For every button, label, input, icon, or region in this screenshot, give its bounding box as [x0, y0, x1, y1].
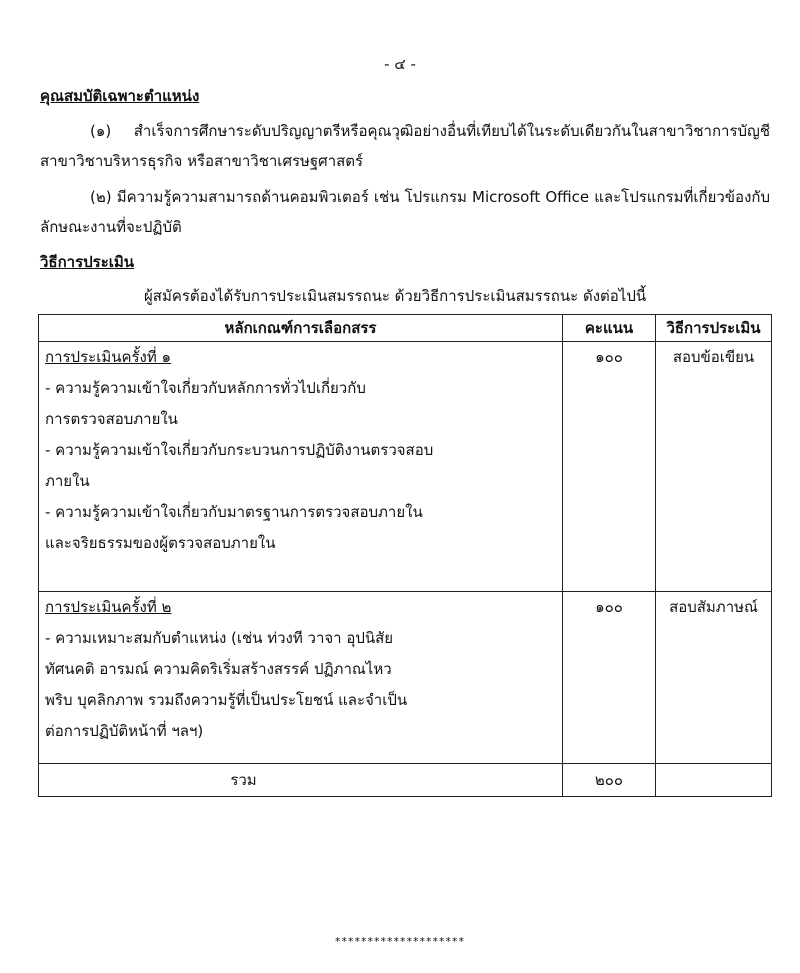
assessment-intro: ผู้สมัครต้องได้รับการประเมินสมรรถนะ ด้วยวิธีการประเมินสมรรถนะ ดังต่อไปนี้ [144, 287, 647, 305]
criteria-line: การตรวจสอบภายใน [45, 410, 178, 428]
method-cell: สอบข้อเขียน [656, 342, 772, 592]
criteria-line: พริบ บุคลิกภาพ รวมถึงความรู้ที่เป็นประโยชน์ และจำเป็น [45, 691, 408, 709]
table-row [39, 592, 772, 764]
method-cell: สอบสัมภาษณ์ [656, 592, 772, 764]
criteria-line: ต่อการปฏิบัติหน้าที่ ฯลฯ) [45, 722, 204, 740]
score-cell: ๑๐๐ [563, 592, 656, 764]
criteria-line: - ความรู้ความเข้าใจเกี่ยวกับหลักการทั่วไปเกี่ยวกับ [45, 379, 366, 397]
criteria-line: - ความรู้ความเข้าใจเกี่ยวกับกระบวนการปฏิบัติงานตรวจสอบ [45, 441, 434, 459]
table-total-row [39, 764, 772, 797]
qualification-item-2-text: (๒) มีความรู้ความสามารถด้านคอมพิวเตอร์ เช่น โปรแกรม Microsoft Office และโปรแกรมที่เกี่ยวข้องกับลักษณะงานที่จะปฏิบัติ [40, 188, 770, 236]
score-cell: ๑๐๐ [563, 342, 656, 592]
criteria-line: - ความเหมาะสมกับตำแหน่ง (เช่น ท่วงที วาจา อุปนิสัย [45, 629, 394, 647]
round-title: การประเมินครั้งที่ ๑ [45, 348, 172, 366]
round-title: การประเมินครั้งที่ ๒ [45, 598, 172, 616]
qualification-item-1-text: (๑) สำเร็จการศึกษาระดับปริญญาตรีหรือคุณวุฒิอย่างอื่นที่เทียบได้ในระดับเดียวกันในสาขาวิชาการบัญชี สาขาวิชาบริหารธุรกิจ หรือสาขาวิชาเศรษฐศาสตร์ [40, 122, 770, 170]
qualification-item-2 [40, 182, 770, 242]
assessment-table [38, 314, 772, 797]
total-label: รวม [39, 764, 563, 797]
criteria-line: และจริยธรรมของผู้ตรวจสอบภายใน [45, 534, 276, 552]
criteria-line: ภายใน [45, 472, 90, 490]
table-row [39, 342, 772, 592]
header-criteria: หลักเกณฑ์การเลือกสรร [39, 315, 563, 342]
qualification-item-1 [40, 116, 770, 176]
criteria-cell [39, 592, 563, 764]
total-method [656, 764, 772, 797]
header-method: วิธีการประเมิน [656, 315, 772, 342]
total-score: ๒๐๐ [563, 764, 656, 797]
criteria-line: ทัศนคติ อารมณ์ ความคิดริเริ่มสร้างสรรค์ ปฏิภาณไหว [45, 660, 392, 678]
assessment-heading: วิธีการประเมิน [40, 253, 135, 271]
criteria-cell [39, 342, 563, 592]
header-score: คะแนน [563, 315, 656, 342]
table-header-row [39, 315, 772, 342]
criteria-line: - ความรู้ความเข้าใจเกี่ยวกับมาตรฐานการตรวจสอบภายใน [45, 503, 423, 521]
footer-asterisks: ******************** [335, 935, 465, 948]
page-number: - ๔ - [384, 55, 416, 73]
qualifications-heading: คุณสมบัติเฉพาะตำแหน่ง [40, 87, 200, 105]
